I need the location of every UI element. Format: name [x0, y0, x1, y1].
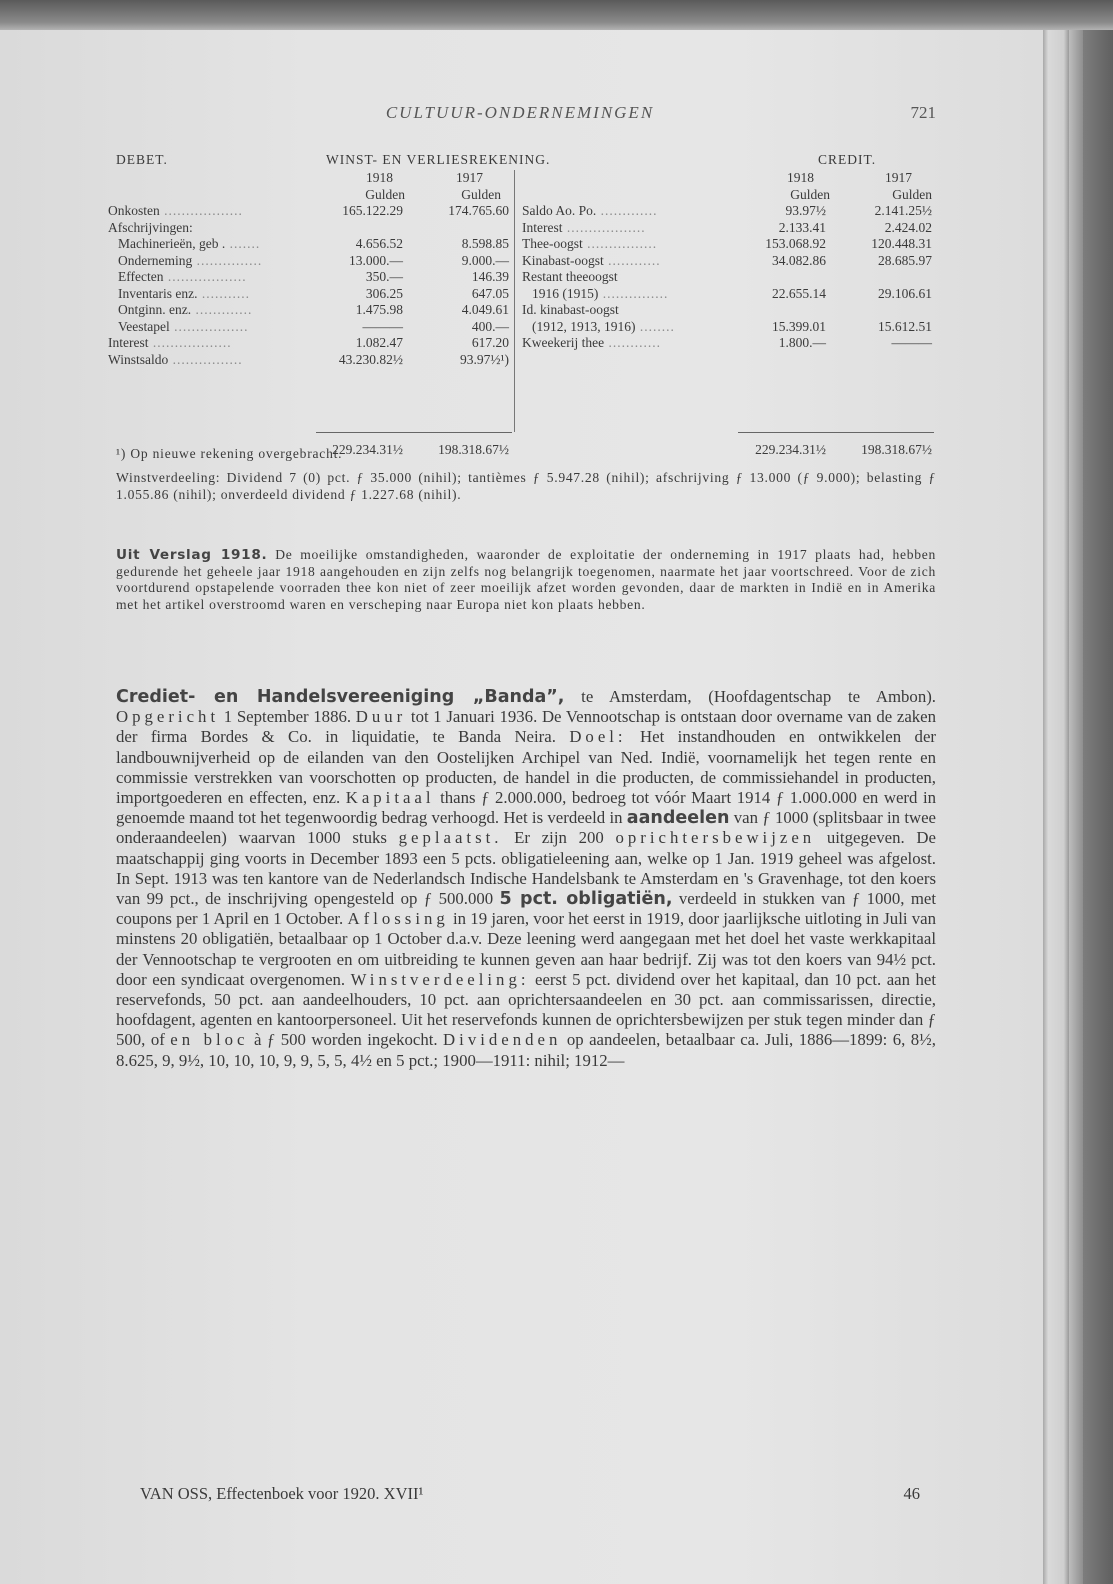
table-row — [108, 220, 513, 237]
body-text: in 19 jaren, voor het eerst in 1919, door jaarlijksche uitloting in Juli van minstens 20 obligatiën, betaalbaar op 1 October d.a.v. Deze leening werd aangegaan met het doel het vaste werkkapitaal der Vennootschap te vergrooten en om uitbreiding te kunnen geven aan haar bedrijf. Zij was tot den koers van 94½ pct. door een syndicaat overgenomen. — [116, 909, 936, 989]
body-text: te Amsterdam, (Hoofdagentschap te Ambon). — [564, 687, 936, 706]
row-label: Onkosten .................. — [108, 203, 243, 218]
table-row — [108, 203, 513, 220]
year-header: 1917 — [885, 170, 912, 185]
leader-dots: ................. — [169, 318, 249, 334]
leader-dots: ....... — [225, 236, 261, 251]
value-1918: 22.655.14 — [772, 285, 826, 301]
debit-total-1917: 198.318.67½ — [438, 442, 509, 457]
value-1918: 43.230.82½ — [338, 351, 403, 367]
row-label: Interest .................. — [522, 219, 646, 235]
leader-dots: ............. — [596, 203, 658, 218]
company-entry — [116, 687, 936, 1071]
table-row — [108, 352, 513, 369]
currency-header: Gulden — [790, 186, 830, 202]
row-label: Effecten .................. — [118, 269, 247, 284]
table-row — [522, 335, 938, 352]
value-1918: 350.— — [365, 269, 403, 284]
currency-header: Gulden — [892, 186, 932, 202]
value-1918: 15.399.01 — [772, 318, 826, 334]
row-label: Onderneming ............... — [118, 252, 263, 268]
credit-heading: CREDIT. — [818, 152, 877, 167]
value-1917: 120.448.31 — [871, 236, 932, 251]
winstverdeeling-paragraph: Winstverdeeling: Dividend 7 (0) pct. ƒ 35.000 (nihil); tantièmes ƒ 5.947.28 (nihil); afschrijving ƒ 13.000 (ƒ 9.000); belasting ƒ 1.055.86 (nihil); onverdeeld dividend ƒ 1.227.68 (nihil). — [116, 470, 936, 502]
leader-dots: ........ — [635, 318, 675, 334]
row-label: Restant theeoogst — [522, 269, 618, 284]
table-row — [108, 302, 513, 319]
table-row — [108, 319, 513, 336]
bold-term: aandeelen — [626, 808, 730, 829]
row-label: Interest .................. — [108, 335, 232, 350]
body-text: uitgegeven. De maatschappij ging voorts in December 1893 een 5 pcts. obligatieleening aan, welke op 1 Jan. 1919 geheel was afgelost. In Sept. 1913 was ten kantore van de Nederlandsch Indische Handelsbank te Amsterdam en 's Gravenhage, tot den koers van 99 pct., de inschrijving opengesteld op ƒ 500.000 — [116, 828, 936, 909]
value-1917: 174.765.60 — [448, 203, 509, 218]
spaced-keyword: Winstverdeeling: — [350, 969, 530, 989]
column-divider — [514, 170, 515, 432]
leader-dots: ............... — [192, 252, 263, 268]
row-label: Winstsaldo ................ — [108, 351, 243, 367]
leader-dots: ............ — [604, 335, 661, 350]
value-1918: 306.25 — [365, 285, 403, 301]
profit-loss-account — [108, 152, 938, 470]
row-label: Veestapel ................. — [118, 318, 249, 334]
table-row — [108, 286, 513, 303]
account-title: WINST- EN VERLIESREKENING. — [326, 152, 551, 167]
body-text: tot 1 Januari 1936. De Vennootschap is ontstaan door overname van de zaken der firma Bordes & Co. in liquidatie, te Banda Neira. — [116, 707, 936, 747]
table-row — [108, 253, 513, 270]
row-label: Afschrijvingen: — [108, 219, 193, 235]
table-row — [522, 286, 938, 303]
leader-dots: ............. — [191, 302, 253, 317]
value-1918: 1.475.98 — [355, 302, 403, 317]
value-1917: 15.612.51 — [878, 318, 932, 334]
table-row — [522, 319, 938, 336]
credit-column — [522, 170, 938, 352]
row-label: 1916 (1915) ............... — [532, 285, 669, 301]
row-label: Thee-oogst ................ — [522, 236, 658, 251]
spaced-keyword: Dividenden — [443, 1030, 562, 1050]
value-1918: 93.97½ — [785, 203, 826, 218]
bold-term: 5 pct. obligatiën, — [499, 889, 673, 910]
value-1917: 617.20 — [471, 335, 509, 350]
value-1918: ——— — [362, 318, 403, 334]
spaced-keyword: oprichtersbewijzen — [615, 828, 816, 848]
spaced-keyword: Kapitaal — [345, 788, 435, 808]
year-header: 1917 — [456, 170, 483, 185]
page-number: 721 — [910, 103, 936, 122]
leader-dots: ............... — [598, 285, 669, 301]
row-label: Inventaris enz. ........... — [118, 285, 250, 301]
verslag-paragraph — [116, 547, 936, 613]
body-text: 1 September 1886. — [219, 707, 356, 727]
footer-source: VAN OSS, Effectenboek voor 1920. XVII¹ — [140, 1484, 424, 1503]
table-row — [108, 335, 513, 352]
book-binding — [1083, 30, 1113, 1584]
year-header: 1918 — [366, 170, 393, 185]
spaced-keyword: Aflossing — [347, 909, 449, 929]
leader-dots: .................. — [159, 203, 243, 218]
page-edge — [1069, 30, 1083, 1584]
row-label: (1912, 1913, 1916) ........ — [532, 318, 675, 334]
scan-top-shadow — [0, 0, 1113, 32]
credit-total-1917: 198.318.67½ — [861, 442, 932, 457]
leader-dots: .................. — [148, 335, 232, 350]
table-row — [522, 236, 938, 253]
leader-dots: ................ — [168, 351, 243, 367]
page-edge — [1043, 30, 1069, 1584]
spaced-keyword: en bloc — [170, 1030, 249, 1050]
table-row — [522, 269, 938, 286]
year-header: 1918 — [787, 170, 814, 185]
body-text: op aandeelen, betaalbaar ca. Juli, 1886—1899: 6, 8½, 8.625, 9, 9½, 10, 10, 10, 9, 9, 5, 5, 4½ en 5 pct.; 1900—1911: nihil; 1912— — [116, 1030, 936, 1070]
leader-dots: .................. — [163, 269, 247, 284]
value-1918: 1.082.47 — [355, 335, 403, 350]
value-1917: 93.97½¹) — [459, 351, 509, 367]
table-row — [108, 236, 513, 253]
verslag-heading: Uit Verslag 1918. — [116, 547, 268, 563]
spaced-keyword: Duur — [355, 707, 407, 727]
body-text: Het instandhouden en ontwikkelen der landbouwnijverheid op de eilanden van den Oostelijken Archipel van Ned. Indië, voornamelijk het tegen rente en commissie verstrekken van voorschotten op producten, de handel in die producten, de commissiehandel in producten, importgoederen en effecten, enz. — [116, 727, 936, 808]
row-label: Id. kinabast-oogst — [522, 302, 619, 317]
table-row — [522, 302, 938, 319]
body-text: thans ƒ 2.000.000, bedroeg tot vóór Maart 1914 ƒ 1.000.000 en werd in genoemde maand tot het tegenwoordig bedrag verhoogd. Het is verdeeld in — [116, 788, 936, 828]
leader-dots: ............ — [603, 252, 661, 268]
value-1917: 400.— — [471, 318, 509, 334]
table-row — [108, 269, 513, 286]
leader-dots: ................ — [582, 236, 658, 251]
value-1917: 2.141.25½ — [874, 203, 932, 218]
spaced-keyword: Opgericht — [116, 707, 220, 727]
spaced-keyword: geplaatst. — [398, 828, 503, 848]
page-footer — [140, 1484, 920, 1504]
row-label: Ontginn. enz. ............. — [118, 302, 253, 317]
value-1918: 2.133.41 — [778, 219, 826, 235]
value-1918: 34.082.86 — [772, 252, 826, 268]
body-text: eerst 5 pct. dividend over het kapitaal, dan 10 pct. aan het reservefonds, 50 pct. aan aandeelhouders, 10 pct. aan oprichtersaandeelen en 30 pct. aan commissarissen, directie, hoofdagent, agenten en kantoorpersoneel. Uit het reservefonds kunnen de oprichtersbewijzen per stuk tegen minder dan ƒ 500, of — [116, 969, 936, 1050]
value-1918: 153.068.92 — [765, 236, 826, 251]
credit-total-1918: 229.234.31½ — [755, 442, 826, 457]
value-1917: 4.049.61 — [461, 302, 509, 317]
row-label: Machinerieën, geb . ....... — [118, 236, 261, 251]
body-text: à ƒ 500 worden ingekocht. — [248, 1030, 444, 1050]
company-name: Crediet- en Handelsvereeniging „Banda”, — [116, 687, 565, 707]
table-row — [522, 220, 938, 237]
value-1917: 28.685.97 — [878, 252, 932, 268]
value-1917: 647.05 — [471, 285, 509, 301]
value-1917: 2.424.02 — [884, 219, 932, 235]
body-text: van ƒ 1000 (splitsbaar in twee onderaandeelen) waarvan 1000 stuks — [116, 808, 936, 848]
running-head — [100, 103, 940, 127]
row-label: Saldo Ao. Po. ............. — [522, 203, 658, 218]
debit-total-1918: 229.234.31½ — [332, 442, 403, 457]
spaced-keyword: Doel: — [569, 727, 627, 747]
row-label: Kinabast-oogst ............ — [522, 252, 661, 268]
sum-rule — [738, 432, 934, 433]
currency-header: Gulden — [365, 186, 405, 202]
debit-column — [108, 170, 513, 368]
value-1918: 4.656.52 — [355, 236, 403, 251]
value-1917: 9.000.— — [461, 252, 509, 268]
row-label: Kweekerij thee ............ — [522, 335, 661, 350]
table-row — [522, 203, 938, 220]
table-row — [522, 253, 938, 270]
leader-dots: .................. — [562, 219, 646, 235]
currency-header: Gulden — [461, 186, 501, 202]
value-1918: 165.122.29 — [342, 203, 403, 218]
value-1917: 29.106.61 — [878, 285, 932, 301]
body-text: verdeeld in stukken van ƒ 1000, met coupons per 1 April en 1 October. — [116, 889, 936, 929]
verslag-text: De moeilijke omstandigheden, waaronder de exploitatie der onderneming in 1917 plaats had, hebben gedurende het geheele jaar 1918 aangehouden en zijn zelfs nog belangrijk toegenomen, naarmate het jaar voortschreed. Voor de zich voortdurend opstapelende voorraden thee kon niet of zeer moeilijk afzet worden gevonden, daar de markten in Indië en in Amerika met het artikel overstroomd waren en verscheping naar Europa niet kon plaats hebben. — [116, 547, 936, 612]
value-1917: 8.598.85 — [461, 236, 509, 251]
value-1918: 13.000.— — [349, 252, 403, 268]
value-1918: 1.800.— — [778, 335, 826, 350]
sum-rule — [316, 432, 512, 433]
debet-heading: DEBET. — [116, 152, 168, 167]
body-text: Er zijn 200 — [502, 828, 616, 848]
value-1917: ——— — [891, 335, 932, 350]
value-1917: 146.39 — [471, 269, 509, 284]
footnote: ¹) Op nieuwe rekening overgebracht. — [116, 446, 343, 461]
signature-number: 46 — [903, 1484, 920, 1503]
running-title: CULTUUR-ONDERNEMINGEN — [385, 103, 655, 122]
leader-dots: ........... — [197, 285, 250, 301]
